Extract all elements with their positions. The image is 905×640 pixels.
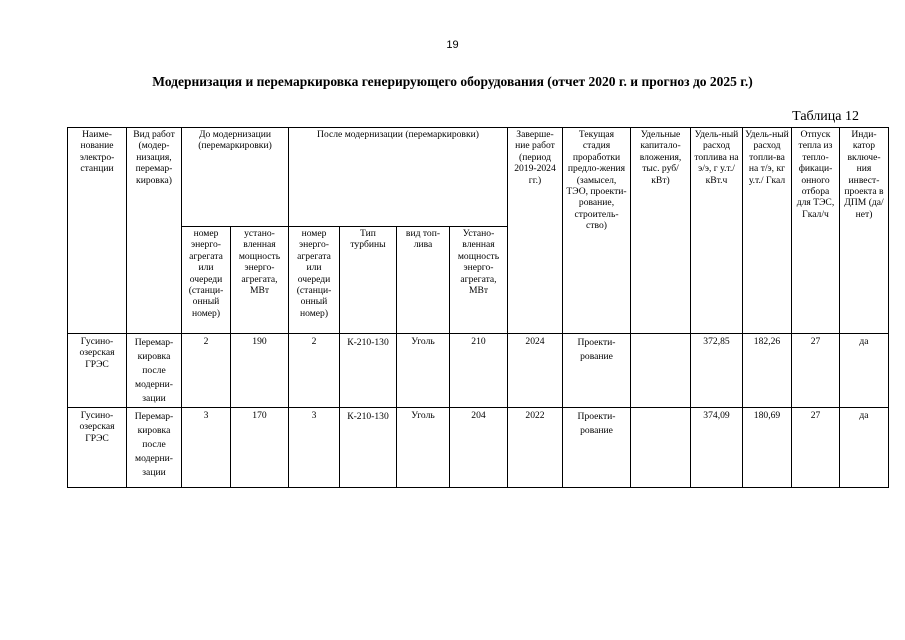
- cell-work-type: Перемар-кировка после модерни-зации: [127, 334, 182, 408]
- cell-stage: Проекти-рование: [563, 334, 631, 408]
- cell-dpm-indicator: да: [840, 408, 889, 488]
- table-caption: Таблица 12: [792, 109, 859, 124]
- cell-station: Гусино-озерская ГРЭС: [68, 408, 127, 488]
- header-stage: Текущая стадия проработки предло-жения (замысел, ТЭО, проекти-рование, строитель-ство): [563, 128, 631, 334]
- cell-dpm-indicator: да: [840, 334, 889, 408]
- cell-capex: [631, 334, 691, 408]
- cell-after-capacity: 204: [450, 408, 508, 488]
- cell-fuel-type: Уголь: [397, 334, 450, 408]
- header-row-top: [68, 128, 889, 227]
- header-before-capacity: устано-вленная мощность энерго-агрегата, МВт: [231, 227, 289, 334]
- document-title: Модернизация и перемаркировка генерирующего оборудования (отчет 2020 г. и прогноз до 2025 г.): [152, 74, 753, 89]
- header-before-unit: номер энерго-агрегата или очереди (станци-онный номер): [182, 227, 231, 334]
- cell-before-unit: 2: [182, 334, 231, 408]
- cell-after-unit: 3: [289, 408, 340, 488]
- page-number: 19: [446, 39, 459, 51]
- cell-turbine-type: К-210-130: [340, 334, 397, 408]
- cell-fuel-electricity: 372,85: [691, 334, 743, 408]
- modernization-table: [67, 127, 889, 488]
- header-capex: Удельные капитало-вложения, тыс. руб/кВт): [631, 128, 691, 334]
- cell-after-unit: 2: [289, 334, 340, 408]
- header-heat-supply: Отпуск тепла из тепло-фикаци-онного отбора для ТЭС, Гкал/ч: [792, 128, 840, 334]
- header-after-capacity: Устано-вленная мощность энерго-агрегата, МВт: [450, 227, 508, 334]
- cell-after-capacity: 210: [450, 334, 508, 408]
- cell-completion: 2022: [508, 408, 563, 488]
- cell-before-capacity: 170: [231, 408, 289, 488]
- header-after-group: После модернизации (перемаркировки): [289, 128, 508, 227]
- cell-station: Гусино-озерская ГРЭС: [68, 334, 127, 408]
- cell-heat-supply: 27: [792, 334, 840, 408]
- cell-fuel-electricity: 374,09: [691, 408, 743, 488]
- cell-completion: 2024: [508, 334, 563, 408]
- header-completion: Заверше-ние работ (период 2019-2024 гг.): [508, 128, 563, 334]
- table-row: [68, 334, 889, 408]
- cell-fuel-heat: 180,69: [743, 408, 792, 488]
- cell-before-unit: 3: [182, 408, 231, 488]
- cell-fuel-type: Уголь: [397, 408, 450, 488]
- cell-capex: [631, 408, 691, 488]
- header-work-type: Вид работ (модер-низация, перемар-кировка): [127, 128, 182, 334]
- cell-heat-supply: 27: [792, 408, 840, 488]
- table-row: [68, 408, 889, 488]
- header-before-group: До модернизации (перемаркировки): [182, 128, 289, 227]
- cell-before-capacity: 190: [231, 334, 289, 408]
- cell-work-type: Перемар-кировка после модерни-зации: [127, 408, 182, 488]
- cell-fuel-heat: 182,26: [743, 334, 792, 408]
- header-turbine-type: Тип турбины: [340, 227, 397, 334]
- header-after-unit: номер энерго-агрегата или очереди (станци-онный номер): [289, 227, 340, 334]
- header-station: Наиме-нование электро-станции: [68, 128, 127, 334]
- cell-turbine-type: К-210-130: [340, 408, 397, 488]
- header-fuel-electricity: Удель-ный расход топлива на э/э, г у.т./ кВт.ч: [691, 128, 743, 334]
- header-fuel-type: вид топ-лива: [397, 227, 450, 334]
- header-fuel-heat: Удель-ный расход топли-ва на т/э, кг у.т./ Гкал: [743, 128, 792, 334]
- header-dpm-indicator: Инди-катор включе-ния инвест-проекта в ДПМ (да/нет): [840, 128, 889, 334]
- cell-stage: Проекти-рование: [563, 408, 631, 488]
